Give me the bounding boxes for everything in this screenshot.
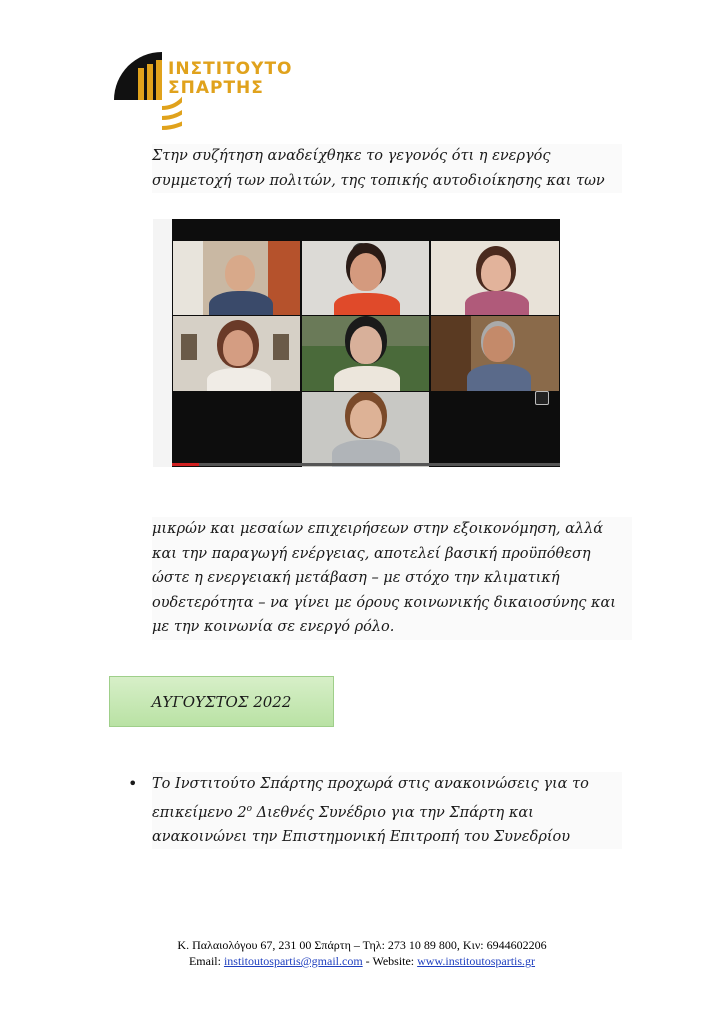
participant-tile [302,241,429,315]
text-line: και την παραγωγή ενέργειας, αποτελεί βασική προϋπόθεση [152,545,591,562]
participant-tile [302,392,429,467]
text-line [152,797,622,825]
bullet-icon: • [128,774,138,793]
text-fragment: Διεθνές Συνέδριο για την Σπάρτη και [251,804,534,821]
text-line: ανακοινώνει την Επιστημονική Επιτροπή του Συνεδρίου [152,828,571,845]
page-footer [0,937,724,969]
text-line: ώστε η ενεργειακή μετάβαση – με στόχο την κλιματική [152,570,560,586]
website-link[interactable]: www.institoutospartis.gr [417,954,536,968]
text-line: Το Ινστιτούτο Σπάρτης προχωρά στις ανακοινώσεις για το [152,776,589,792]
video-conference-photo [153,219,560,467]
bullet-item-text [152,772,622,849]
institute-logo [112,50,312,135]
text-line: Στην συζήτηση αναδείχθηκε το γεγονός ότι η ενεργός [152,148,551,164]
footer-contact [0,953,724,969]
month-heading: ΑΥΓΟΥΣΤΟΣ 2022 [109,676,334,727]
text-line: μικρών και μεσαίων επιχειρήσεων στην εξοικονόμηση, αλλά [152,521,604,537]
email-label: Email: [188,954,224,968]
paragraph-continuation [152,517,632,640]
logo-text [168,60,293,98]
text-line: με την κοινωνία σε ενεργό ρόλο. [152,619,395,635]
progress-bar [172,463,560,466]
text-line: ουδετερότητα – να γίνει με όρους κοινωνικής δικαιοσύνης και [152,594,616,611]
superscript: ο [246,803,252,814]
participant-tile [173,241,300,315]
website-label: - Website: [362,954,418,968]
text-fragment: επικείμενο 2 [152,804,247,821]
participant-tile [431,316,559,391]
text-line: συμμετοχή των πολιτών, της τοπικής αυτοδιοίκησης και των [152,172,605,189]
participant-tile [173,316,300,391]
logo-line2: ΣΠΑΡΤΗΣ [168,78,264,98]
paragraph-intro [152,144,622,193]
participant-tile [431,241,559,315]
logo-line1: ΙΝΣΤΙΤΟΥΤΟ [168,59,293,79]
participant-tile [302,316,429,391]
participant-grid [172,219,560,467]
footer-address: Κ. Παλαιολόγου 67, 231 00 Σπάρτη – Τηλ: 273 10 89 800, Κιν: 6944602206 [177,938,547,952]
email-link[interactable]: institoutospartis@gmail.com [223,954,363,968]
expand-icon[interactable] [535,391,549,405]
